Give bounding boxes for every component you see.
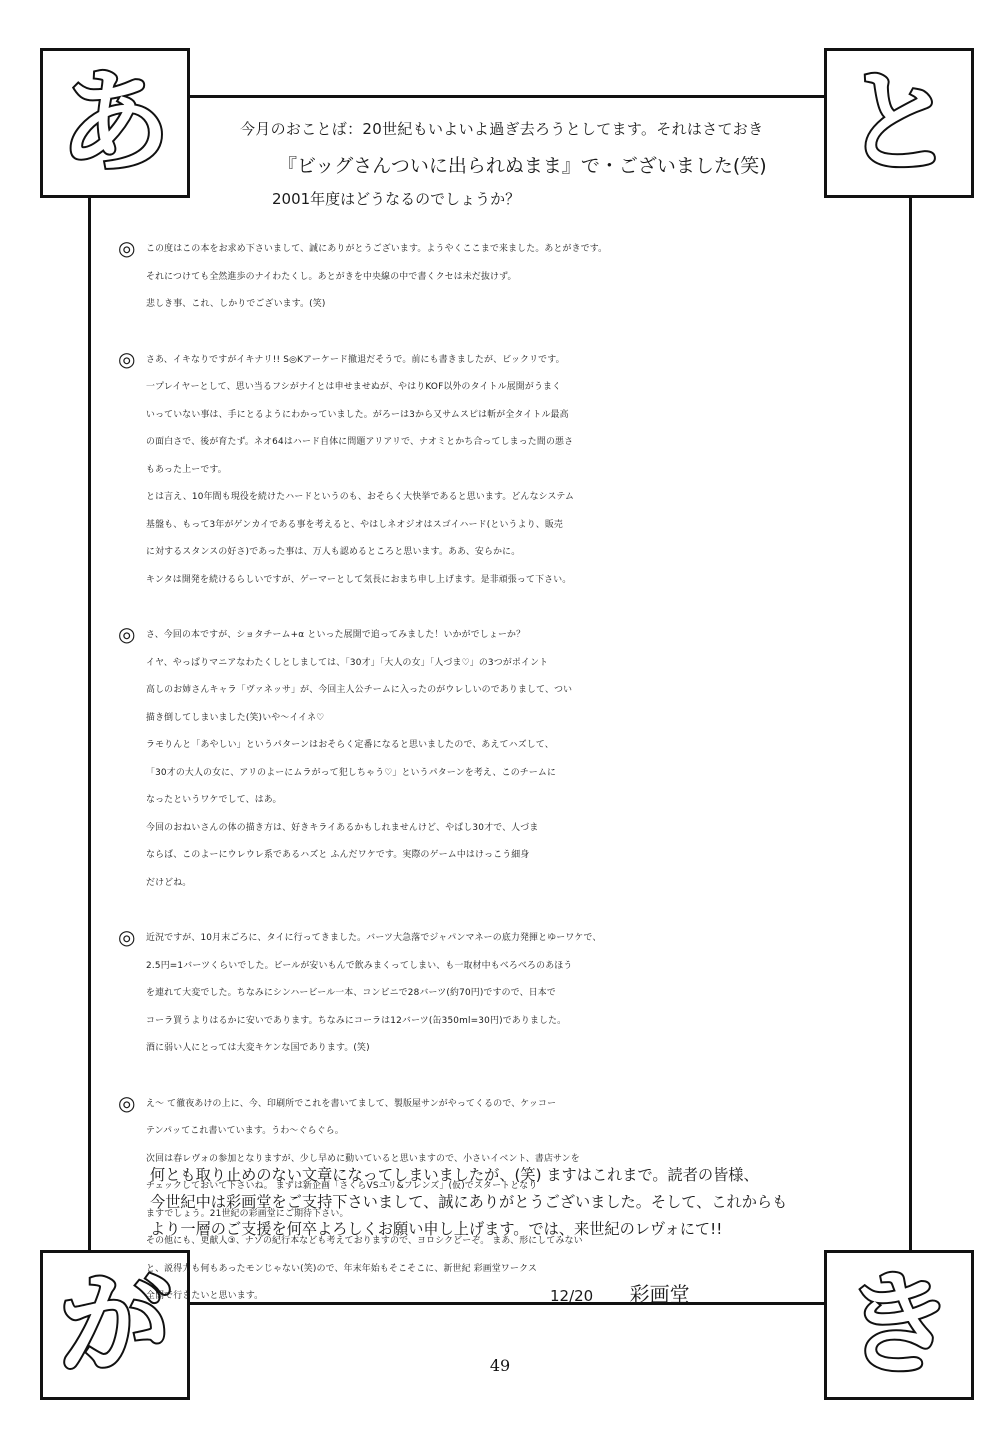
bullet-mark-icon: ◎ bbox=[118, 346, 136, 371]
text-line: 近況ですが、10月末ごろに、タイに行ってきました。バーツ大急落でジャパンマネーの底力発揮とゆーワケで、 bbox=[146, 933, 602, 943]
text-line: キンタは開発を続けるらしいですが、ゲーマーとして気長におまち申し上げます。是非頑張って下さい。 bbox=[146, 574, 572, 585]
text-line: ラモりんと「あやしい」というパターンはおそらく定番になると思いましたので、あえてハズして、 bbox=[146, 740, 554, 750]
header bbox=[240, 118, 800, 209]
text-line: テンパッてこれ書いています。うわ〜ぐらぐら。 bbox=[146, 1126, 344, 1136]
text-line: 「30才の大人の女に、アリのよーにムラがって犯しちゃう♡」というパターンを考え、このチームに bbox=[146, 767, 557, 778]
text-line: 酒に弱い人にとっては大変キケンな国であります。(笑) bbox=[146, 1043, 370, 1053]
text-line: イヤ、やっぱりマニアなわたくしとしましては、「30才」「大人の女」「人づま♡」の3つがポイント bbox=[146, 657, 549, 668]
text-line: さあ、イキなりですがイキナリ!! S◎Kアーケード撤退だそうで。前にも書きましたが、ビックリです。 bbox=[146, 354, 565, 365]
signature-date: 12/20 bbox=[550, 1287, 594, 1305]
corner-title-to bbox=[824, 48, 974, 198]
text-line: と、説得力も何もあったモンじゃない(笑)ので、年末年始もそこそこに、新世紀 彩画堂ワークス bbox=[146, 1263, 538, 1274]
text-line: 何とも取り止めのない文章になってしまいましたが、(笑) ますはこれまで。読者の皆様、 bbox=[150, 1166, 759, 1184]
bullet-mark-icon: ◎ bbox=[118, 925, 136, 949]
text-line: の面白さで、後が育たず。ネオ64はハード自体に問題アリアリで、ナオミとかち合ってしまった間の悪さ bbox=[146, 437, 574, 447]
text-line: 一プレイヤーとして、思い当るフシがナイとは申せませぬが、やはりKOF以外のタイトル展開がうまく bbox=[146, 382, 562, 392]
text-line: だけどね。 bbox=[146, 877, 192, 888]
corner-title-a bbox=[40, 48, 190, 198]
header-line: 2001年度はどうなるのでしょうか？ bbox=[272, 190, 521, 208]
signature-name: 彩画堂 bbox=[629, 1282, 690, 1306]
bullet-mark-icon: ◎ bbox=[118, 1090, 136, 1115]
text-line: 今世紀中は彩画堂をご支持下さいまして、誠にありがとうございました。そして、これからも bbox=[150, 1193, 788, 1211]
text-line: なったというワケでして、はあ。 bbox=[146, 795, 282, 805]
text-line: それにつけても全然進歩のナイわたくし。あとがきを中央線の中で書くクセは未だ抜けず。 bbox=[146, 271, 517, 282]
text-line: 描き倒してしまいました(笑)いや〜イイネ♡ bbox=[146, 712, 325, 723]
bullet-mark-icon: ◎ bbox=[118, 622, 136, 646]
text-line: より一層のご支援を何卒よろしくお願い申し上げます。では、来世紀のレヴォにて!! bbox=[150, 1220, 723, 1238]
text-line: ますでしょう。21世紀の彩画堂にご期待下さい。 bbox=[146, 1208, 349, 1219]
paragraph bbox=[118, 236, 908, 319]
paragraph bbox=[118, 347, 908, 595]
text-line: に対するスタンスの好さ)であった事は、万人も認めるところと思います。ああ、安らかに。 bbox=[146, 547, 521, 557]
header-headline: 『ビッグさんついに出られぬまま』で・ございました(笑) bbox=[278, 155, 767, 177]
corner-glyph: き bbox=[843, 1260, 955, 1390]
text-line: 悲しき事、これ、しかりでございます。(笑) bbox=[146, 299, 326, 309]
text-line: ならば、このよーにウレウレ系であるハズと ふんだワケです。実際のゲーム中はけっこう細身 bbox=[146, 850, 530, 860]
text-line: その他にも、更献人③、ナゾの紀行本なども考えておりますので、ヨロシクどーぞ。 まあ、形にしてみない bbox=[146, 1236, 583, 1246]
header-line: 今月のおことば：20世紀もいよいよ過ぎ去ろうとしてます。それはさておき bbox=[240, 120, 764, 138]
text-line: 2.5円=1バーツくらいでした。ビールが安いもんで飲みまくってしまい、も一取材中もべろべろのあほう bbox=[146, 960, 573, 971]
text-line: 次回は春レヴォの参加となりますが、少し早めに動いていると思いますので、小さいイベント、書店サンを bbox=[146, 1153, 580, 1164]
corner-glyph: が bbox=[59, 1260, 171, 1390]
text-line: チェックしておいて下さいね。 まずは新企画「さくらVSユリ&フレンズ」(仮)でスタートとなり bbox=[146, 1181, 538, 1191]
corner-glyph: と bbox=[843, 58, 955, 188]
text-line: を連れて大変でした。ちなみにシンハービール一本、コンビニで28バーツ(約70円)ですので、日本で bbox=[146, 988, 556, 998]
paragraph bbox=[118, 622, 908, 897]
signature bbox=[550, 1278, 690, 1307]
text-line: 全開で行きたいと思います。 bbox=[146, 1291, 264, 1301]
text-line: コーラ買うよりはるかに安いであります。ちなみにコーラは12バーツ(缶350ml=30円)でありました。 bbox=[146, 1015, 567, 1026]
corner-glyph: あ bbox=[59, 58, 171, 188]
text-line: 今回のおねいさんの体の描き方は、好きキライあるかもしれませんけど、やぱし30才で、人づま bbox=[146, 822, 539, 833]
bullet-mark-icon: ◎ bbox=[118, 236, 136, 260]
page-number: 49 bbox=[489, 1356, 511, 1375]
text-line: 高しのお姉さんキャラ「ヴァネッサ」が、今回主人公チームに入ったのがウレしいのでありまして、つい bbox=[146, 685, 573, 695]
text-line: とは言え、10年間も現役を続けたハードというのも、おそらく大快挙であると思います。どんなシステム bbox=[146, 492, 575, 502]
text-line: もあった上ーです。 bbox=[146, 464, 227, 475]
text-line: え〜 て徹夜あけの上に、今、印刷所でこれを書いてまして、製版屋サンがやってくるので、ケッコー bbox=[146, 1098, 557, 1109]
text-line: いっていない事は、手にとるようにわかっていました。がろーは3から又サムスピは斬が全タイトル最高 bbox=[146, 409, 569, 420]
text-line: 基盤も、もって3年がゲンカイである事を考えると、やはしネオジオはスゴイハード(というより、販売 bbox=[146, 519, 563, 530]
text-line: この度はこの本をお求め下さいまして、誠にありがとうございます。ようやくここまで来ました。あとがきです。 bbox=[146, 244, 608, 254]
text-line: さ、今回の本ですが、ショタチーム+α といった展開で追ってみました！いかがでしょーか？ bbox=[146, 630, 526, 640]
paragraph bbox=[118, 925, 908, 1063]
closing-message bbox=[150, 1162, 890, 1243]
